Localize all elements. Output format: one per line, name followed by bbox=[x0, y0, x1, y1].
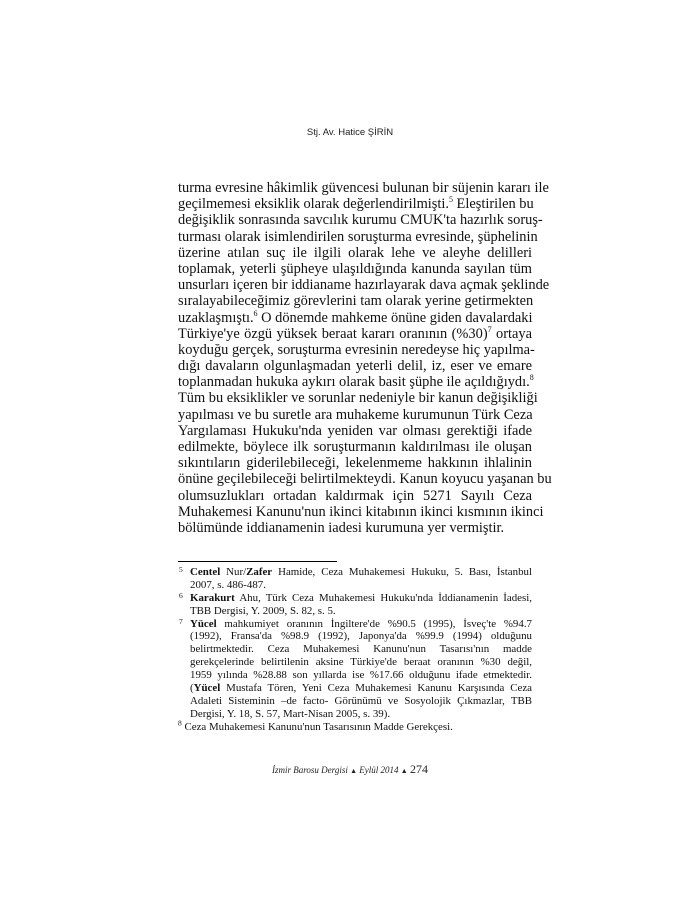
body-line bbox=[178, 326, 532, 342]
footnote-number: 7 bbox=[179, 616, 183, 626]
body-line bbox=[178, 245, 532, 261]
author-name: Centel bbox=[190, 566, 221, 578]
author-name: Yücel bbox=[193, 682, 221, 695]
footnote-line bbox=[178, 682, 532, 695]
footnote-line bbox=[178, 718, 532, 734]
footnote-text: 1959 yılında %28.88 son yıllarda ise %17.66 olduğunu ifade etmektedir. bbox=[190, 669, 532, 682]
line-text: sıkıntıların giderilebileceği, lekelenmeme hakkının ihlalinin bbox=[178, 455, 532, 472]
separator-icon: ▲ bbox=[350, 767, 358, 775]
journal-name: İzmir Barosu Dergisi bbox=[272, 765, 348, 775]
footnote-line bbox=[178, 579, 532, 592]
body-line bbox=[178, 293, 532, 309]
footnote-text: mahkumiyet oranının İngiltere'de %90.5 (1995), İsveç'te %94.7 bbox=[216, 617, 532, 630]
body-line bbox=[178, 407, 532, 423]
body-line bbox=[178, 358, 532, 374]
body-line bbox=[178, 180, 549, 196]
line-text: bölümünde iddianamenin iadesi kurumuna yer vermiştir. bbox=[178, 519, 505, 536]
line-text: uzaklaşmıştı. bbox=[178, 309, 254, 326]
footnote-line bbox=[178, 708, 532, 721]
footnote-ref: 6 bbox=[253, 308, 258, 318]
footnote-line bbox=[178, 618, 532, 631]
body-line bbox=[178, 212, 543, 229]
footnote-line bbox=[178, 669, 532, 682]
line-text: değişiklik sonrasında savcılık kurumu CMUK'ta hazırlık soruş- bbox=[178, 212, 543, 229]
body-line bbox=[178, 228, 538, 245]
body-line bbox=[178, 261, 532, 277]
line-text: koyduğu gerçek, soruşturma evresinin neredeyse hiç yapılma- bbox=[178, 341, 535, 358]
body-line bbox=[178, 423, 532, 439]
line-text: Tüm bu eksiklikler ve sorunlar nedeniyle bir kanun değişikliği bbox=[178, 390, 538, 407]
footnote-number: 6 bbox=[179, 590, 183, 600]
body-text bbox=[178, 180, 552, 536]
footnote-line bbox=[178, 592, 532, 605]
footnote-ref: 8 bbox=[529, 373, 534, 383]
line-text: O dönemde mahkeme önüne giden davalardaki bbox=[257, 309, 533, 326]
running-header: Stj. Av. Hatice ŞİRİN bbox=[306, 127, 394, 138]
author-name: Karakurt bbox=[190, 591, 235, 604]
body-line bbox=[178, 488, 532, 504]
footnote-line bbox=[178, 605, 532, 618]
footnote-text: belirtmektedir. Ceza Muhakemesi Kanunu'nun Tasarısı'nın madde bbox=[190, 643, 532, 656]
line-text: olumsuzlukları ortadan kaldırmak için 5271 Sayılı Ceza bbox=[178, 487, 532, 504]
line-text: Eleştirilen bu bbox=[452, 196, 534, 213]
footnote-line bbox=[178, 643, 532, 656]
body-line bbox=[178, 455, 532, 471]
body-line bbox=[178, 471, 552, 488]
footnote-text: Adaleti Sisteminin –de facto- Görünümü ve Sosyolojik Çıkmazlar, TBB bbox=[190, 694, 532, 707]
footnote-text: (1992), Fransa'da %98.9 (1992), Japonya'da %99.9 (1994) olduğunu bbox=[190, 630, 532, 643]
body-line bbox=[178, 390, 538, 407]
footnote-text: Ahu, Türk Ceza Muhakemesi Hukuku'nda İddianamenin İadesi, bbox=[234, 591, 532, 604]
page-footer bbox=[0, 762, 700, 777]
footnote-text: Mustafa Tören, Yeni Ceza Muhakemesi Kanunu Karşısında Ceza bbox=[220, 682, 532, 695]
page-number: 274 bbox=[409, 762, 428, 776]
footnote-line bbox=[178, 630, 532, 643]
line-text: ortaya bbox=[491, 325, 532, 342]
footnote-line bbox=[178, 695, 532, 708]
footnote-number: 8 bbox=[178, 718, 182, 728]
line-text: toplamak, yeterli şüpheye ulaşıldığında kanunda sayılan tüm bbox=[178, 260, 532, 277]
footnote-text: TBB Dergisi, Y. 2009, S. 82, s. 5. bbox=[190, 604, 336, 617]
issue-date: Eylül 2014 bbox=[359, 765, 399, 775]
line-text: unsurları içeren bir iddianame hazırlayarak dava açmak şeklinde bbox=[178, 277, 550, 294]
line-text: sıralayabileceğimiz görevlerini tam olarak yerine getirmekten bbox=[178, 293, 534, 310]
body-line bbox=[178, 439, 532, 455]
line-text: Yargılaması Hukuku'nda yeniden var olması gerektiği ifade bbox=[178, 422, 532, 439]
footnote-line bbox=[178, 566, 532, 579]
footnote-text: Ceza Muhakemesi Kanunu'nun Tasarısının Madde Gerekçesi. bbox=[181, 720, 453, 733]
line-text: turma evresine hâkimlik güvencesi bulunan bir süjenin kararı ile bbox=[178, 180, 549, 196]
separator-icon: ▲ bbox=[400, 767, 408, 775]
footnote-text: Nur/ bbox=[220, 566, 247, 578]
body-line bbox=[178, 503, 544, 520]
footnote-text: Dergisi, Y. 18, S. 57, Mart-Nisan 2005, s. 39). bbox=[190, 707, 391, 720]
body-line bbox=[178, 310, 532, 326]
line-text: önüne geçilebileceği belirtilmekteydi. Kanun koyucu yaşanan bu bbox=[178, 471, 552, 488]
line-text: turması olarak isimlendirilen soruşturma evresinde, şüphelinin bbox=[178, 228, 538, 245]
footnote-number: 5 bbox=[179, 565, 183, 574]
footnotes bbox=[178, 566, 532, 734]
footnote-text: Hamide, Ceza Muhakemesi Hukuku, 5. Bası, İstanbul bbox=[272, 566, 532, 578]
author-name: Zafer bbox=[246, 566, 273, 578]
body-line bbox=[178, 520, 532, 536]
line-text: geçilmemesi eksiklik olarak değerlendirilmişti. bbox=[178, 196, 449, 213]
footnote-text: gerekçelerinde belirtilenin aksine Türkiye'de beraat oranının %30 değil, bbox=[190, 656, 532, 669]
body-line bbox=[178, 374, 532, 390]
footnote-ref: 7 bbox=[487, 324, 492, 334]
line-text: dığı davaların olgunlaşmadan yeterli delil, iz, eser ve emare bbox=[178, 358, 532, 375]
author-name: Yücel bbox=[190, 617, 217, 630]
body-line bbox=[178, 341, 535, 358]
line-text: edilmekte, böylece ilk soruşturmanın kaldırılması ile oluşan bbox=[178, 439, 532, 455]
footnote-ref: 5 bbox=[448, 195, 453, 205]
footnote-text: ( bbox=[190, 682, 194, 695]
body-line bbox=[178, 196, 532, 212]
footnote-line bbox=[178, 656, 532, 669]
line-text: Türkiye'ye özgü yüksek beraat kararı oranının (%30) bbox=[178, 325, 488, 342]
line-text: yapılması ve bu suretle ara muhakeme kurumunun Türk Ceza bbox=[178, 406, 533, 423]
line-text: üzerine atılan suç ile ilgili olarak lehe ve aleyhe delilleri bbox=[178, 244, 532, 261]
line-text: Muhakemesi Kanunu'nun ikinci kitabının ikinci kısmının ikinci bbox=[178, 503, 544, 520]
footnote-divider bbox=[178, 561, 337, 562]
footnote-text: 2007, s. 486-487. bbox=[190, 578, 266, 591]
line-text: toplanmadan hukuka aykırı olarak basit şüphe ile açıldığıydı. bbox=[178, 374, 530, 391]
body-line bbox=[178, 277, 550, 294]
